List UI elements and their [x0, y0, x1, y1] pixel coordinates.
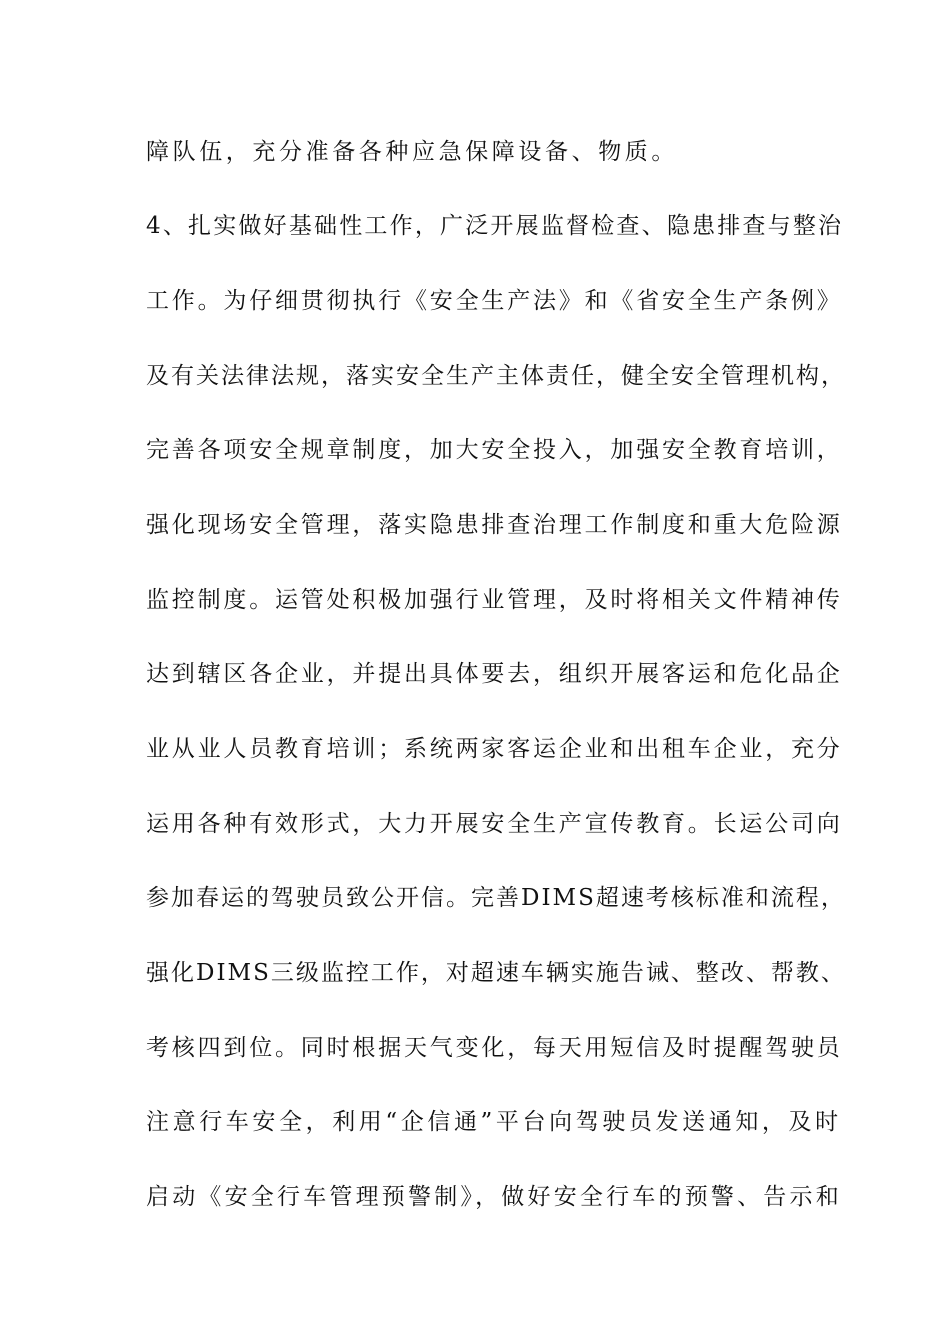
- text-line: 工作。为仔细贯彻执行《安全生产法》和《省安全生产条例》: [146, 288, 843, 314]
- text-line: 完善各项安全规章制度，加大安全投入，加强安全教育培训，: [146, 437, 843, 463]
- text-line: 强化现场安全管理，落实隐患排查治理工作制度和重大危险源: [146, 512, 843, 538]
- text-line: 参加春运的驾驶员致公开信。完善DIMS超速考核标准和流程，: [146, 885, 846, 911]
- text-line: 障队伍，充分准备各种应急保障设备、物质。: [146, 139, 678, 165]
- text-line: 运用各种有效形式，大力开展安全生产宣传教育。长运公司向: [146, 811, 843, 837]
- text-line: 考核四到位。同时根据天气变化，每天用短信及时提醒驾驶员: [146, 1035, 843, 1061]
- text-line: 4、扎实做好基础性工作，广泛开展监督检查、隐患排查与整治: [146, 213, 844, 239]
- text-line: 启动《安全行车管理预警制》，做好安全行车的预警、告示和: [146, 1184, 842, 1210]
- text-line: 强化DIMS三级监控工作，对超速车辆实施告诫、整改、帮教、: [146, 960, 846, 986]
- text-line: 注意行车安全，利用“企信通”平台向驾驶员发送通知，及时: [146, 1109, 842, 1135]
- text-line: 达到辖区各企业，并提出具体要去，组织开展客运和危化品企: [146, 661, 843, 687]
- text-line: 监控制度。运管处积极加强行业管理，及时将相关文件精神传: [146, 587, 843, 613]
- text-line: 业从业人员教育培训；系统两家客运企业和出租车企业，充分: [146, 736, 843, 762]
- text-line: 及有关法律法规，落实安全生产主体责任，健全安全管理机构，: [146, 363, 846, 389]
